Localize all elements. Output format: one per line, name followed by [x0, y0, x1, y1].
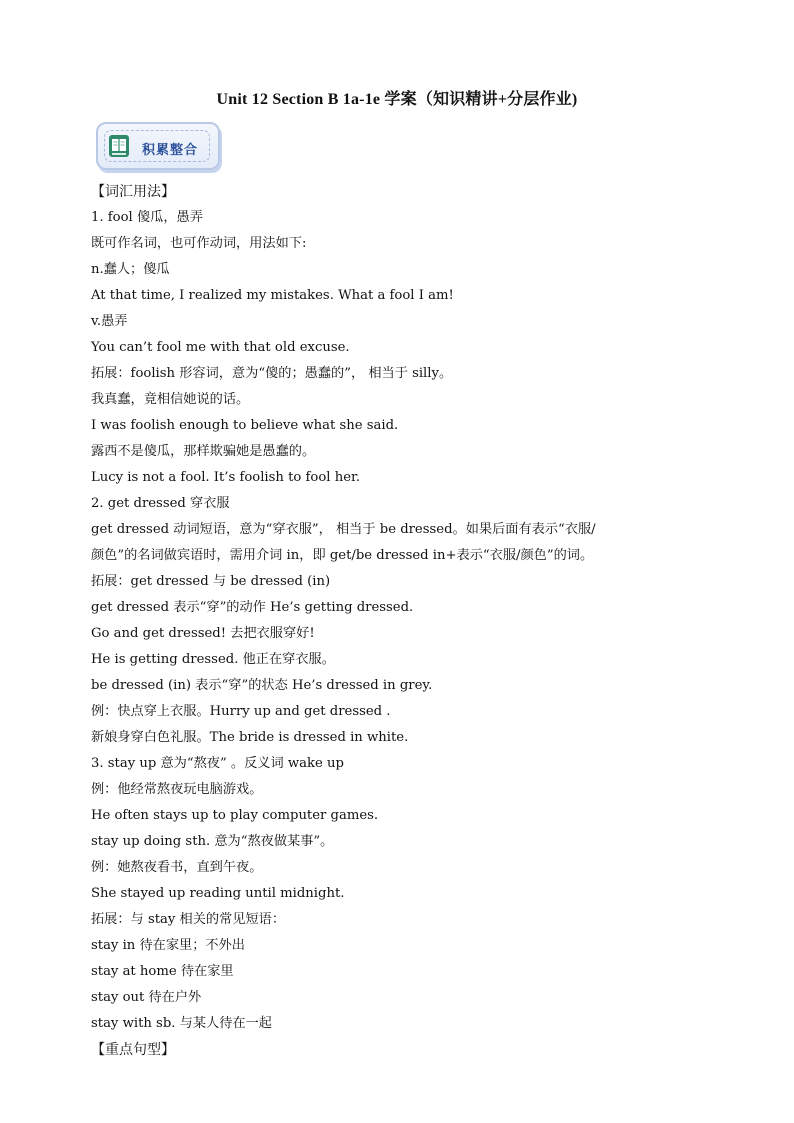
section-badge	[96, 122, 220, 170]
text-line: 2. get dressed 穿衣服	[91, 496, 230, 511]
text-line: v.愚弄	[91, 314, 128, 329]
section-heading-key-sentences: 【重点句型】	[91, 1042, 175, 1058]
text-line: 拓展：foolish 形容词，意为“傻的；愚蠢的”， 相当于 silly。	[91, 366, 453, 381]
page-title: Unit 12 Section B 1a-1e 学案（知识精讲+分层作业)	[216, 91, 578, 108]
text-line: He often stays up to play computer games.	[91, 808, 379, 823]
text-line: He is getting dressed. 他正在穿衣服。	[91, 652, 335, 667]
text-line: n.蠢人；傻瓜	[91, 262, 170, 277]
text-line: get dressed 动词短语，意为“穿衣服”， 相当于 be dressed。如果后面有表示“衣服/	[91, 522, 596, 537]
text-line: 颜色”的名词做宾语时，需用介词 in，即 get/be dressed in+表示“衣服/颜色”的词。	[91, 548, 594, 563]
document-body	[91, 179, 731, 1063]
badge-label: 积累整合	[142, 143, 199, 158]
text-line: I was foolish enough to believe what she said.	[91, 418, 399, 433]
section-heading-vocabulary: 【词汇用法】	[91, 184, 175, 200]
text-line: 拓展：与 stay 相关的常见短语：	[91, 912, 286, 927]
text-line: 新娘身穿白色礼服。The bride is dressed in white.	[91, 730, 409, 745]
text-line: 例：她熬夜看书，直到午夜。	[91, 860, 263, 875]
text-line: 例：快点穿上衣服。Hurry up and get dressed .	[91, 704, 391, 719]
text-line: 露西不是傻瓜，那样欺骗她是愚蠢的。	[91, 444, 316, 459]
text-line: 1. fool 傻瓜，愚弄	[91, 210, 203, 225]
text-line: stay up doing sth. 意为“熬夜做某事”。	[91, 834, 334, 849]
text-line: stay in 待在家里；不外出	[91, 938, 245, 953]
text-line: stay with sb. 与某人待在一起	[91, 1016, 272, 1031]
text-line: stay at home 待在家里	[91, 964, 234, 979]
text-line: You can’t fool me with that old excuse.	[91, 340, 350, 355]
text-line: 我真蠢，竟相信她说的话。	[91, 392, 250, 407]
book-icon	[108, 134, 130, 158]
text-line: She stayed up reading until midnight.	[91, 886, 345, 901]
text-line: 例：他经常熬夜玩电脑游戏。	[91, 782, 263, 797]
text-line: Lucy is not a fool. It’s foolish to fool her.	[91, 470, 361, 485]
text-line: get dressed 表示“穿”的动作 He’s getting dressed.	[91, 600, 414, 615]
text-line: 既可作名词，也可作动词，用法如下:	[91, 236, 307, 251]
text-line: be dressed (in) 表示“穿”的状态 He’s dressed in grey.	[91, 678, 433, 693]
text-line: stay out 待在户外	[91, 990, 202, 1005]
text-line: 3. stay up 意为“熬夜” 。反义词 wake up	[91, 756, 344, 771]
text-line: At that time, I realized my mistakes. What a fool I am!	[91, 288, 454, 303]
text-line: Go and get dressed! 去把衣服穿好!	[91, 626, 315, 641]
text-line: 拓展：get dressed 与 be dressed (in)	[91, 574, 331, 589]
